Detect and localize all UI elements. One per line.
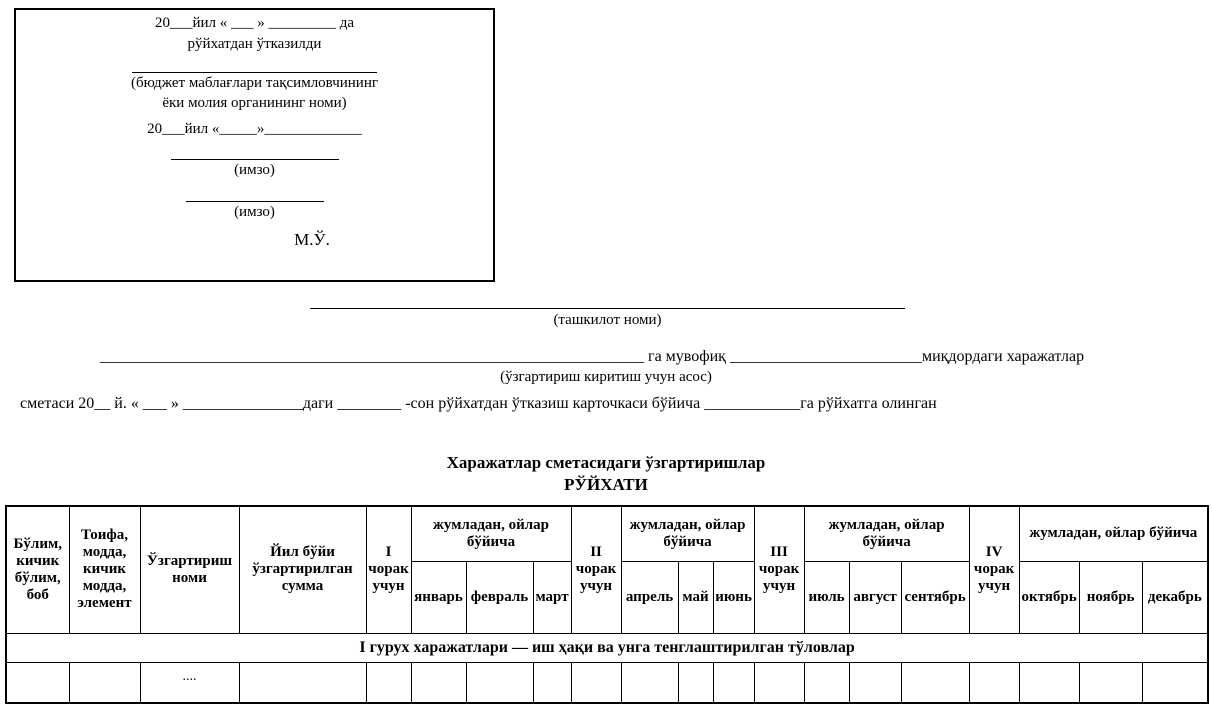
seal-label: М.Ў. bbox=[294, 230, 330, 249]
month-header-october: октябрь bbox=[1019, 561, 1079, 633]
month-header-november: ноябрь bbox=[1079, 561, 1142, 633]
basis-blank-1: ____________________________________________________________________ bbox=[100, 348, 644, 365]
basis-line bbox=[100, 346, 1084, 367]
data-cell-feb bbox=[466, 662, 533, 703]
col-header-section: Бўлим, кичик бўлим, боб bbox=[6, 506, 69, 633]
month-header-march: март bbox=[533, 561, 571, 633]
month-header-may: май bbox=[678, 561, 713, 633]
distributor-caption-line-1: (бюджет маблағлари тақсимловчининг bbox=[130, 75, 379, 91]
month-header-december: декабрь bbox=[1142, 561, 1208, 633]
data-cell-q4 bbox=[969, 662, 1019, 703]
quarter-4-header: IV чорак учун bbox=[969, 506, 1019, 633]
col-header-annual-sum: Йил бўйи ўзгартирилган сумма bbox=[239, 506, 366, 633]
data-cell-may bbox=[678, 662, 713, 703]
data-cell-mar bbox=[533, 662, 571, 703]
month-header-february: февраль bbox=[466, 561, 533, 633]
data-cell-section bbox=[6, 662, 69, 703]
basis-caption: (ўзгартириш киритиш учун асос) bbox=[500, 369, 712, 385]
month-header-september: сентябрь bbox=[901, 561, 969, 633]
smeta-registration-line: сметаси 20__ й. « ___ » _______________даги ________ -сон рўйхатдан ўтказиш карточкаси бўйича ____________га рўйхатга олинган bbox=[20, 395, 937, 412]
months-group-3-header: жумладан, ойлар бўйича bbox=[804, 506, 969, 561]
data-cell-jun bbox=[713, 662, 754, 703]
col-header-category: Тоифа, модда, кичик модда, элемент bbox=[69, 506, 140, 633]
month-header-june: июнь bbox=[713, 561, 754, 633]
data-cell-category bbox=[69, 662, 140, 703]
month-header-august: август bbox=[849, 561, 901, 633]
expense-group-1-title: I гурух харажатлари — иш ҳақи ва унга тенглаштирилган тўловлар bbox=[6, 633, 1208, 662]
signature-caption-1: (имзо) bbox=[234, 162, 275, 178]
data-cell-sep bbox=[901, 662, 969, 703]
document-title bbox=[0, 452, 1212, 496]
quarter-2-header: II чорак учун bbox=[571, 506, 621, 633]
data-cell-apr bbox=[621, 662, 678, 703]
table-row bbox=[6, 662, 1208, 703]
data-cell-q2 bbox=[571, 662, 621, 703]
approval-date-line: 20___йил «_____»_____________ bbox=[147, 121, 362, 137]
quarter-1-header: I чорак учун bbox=[366, 506, 411, 633]
month-header-april: апрель bbox=[621, 561, 678, 633]
data-cell-aug bbox=[849, 662, 901, 703]
registered-label: рўйхатдан ўтказилди bbox=[187, 36, 322, 52]
document-title-line-2: РЎЙХАТИ bbox=[564, 475, 648, 494]
col-header-change-name: Ўзгартириш номи bbox=[140, 506, 239, 633]
months-group-4-header: жумладан, ойлар бўйича bbox=[1019, 506, 1208, 561]
months-group-2-header: жумладан, ойлар бўйича bbox=[621, 506, 754, 561]
months-group-1-header: жумладан, ойлар бўйича bbox=[411, 506, 571, 561]
registration-date-line: 20___йил « ___ » _________ да bbox=[154, 15, 355, 31]
basis-text-1: га мувофиқ bbox=[644, 348, 730, 365]
data-cell-q3 bbox=[754, 662, 804, 703]
document-title-line-1: Харажатлар сметасидаги ўзгартиришлар bbox=[446, 453, 766, 472]
quarter-3-header: III чорак учун bbox=[754, 506, 804, 633]
month-header-january: январь bbox=[411, 561, 466, 633]
basis-text-2: миқдордаги харажатлар bbox=[921, 348, 1085, 365]
signature-caption-2: (имзо) bbox=[234, 204, 275, 220]
expense-group-1-row bbox=[6, 633, 1208, 662]
organization-name-rule bbox=[310, 308, 905, 309]
data-cell-jul bbox=[804, 662, 849, 703]
data-cell-nov bbox=[1079, 662, 1142, 703]
data-cell-q1 bbox=[366, 662, 411, 703]
data-cell-jan bbox=[411, 662, 466, 703]
month-header-july: июль bbox=[804, 561, 849, 633]
data-cell-change-name: .... bbox=[140, 662, 239, 703]
distributor-caption-line-2: ёки молия органининг номи) bbox=[162, 95, 347, 111]
registration-box bbox=[14, 8, 495, 282]
changes-table bbox=[5, 505, 1209, 704]
data-cell-annual-sum bbox=[239, 662, 366, 703]
data-cell-dec bbox=[1142, 662, 1208, 703]
organization-name-caption: (ташкилот номи) bbox=[553, 312, 662, 328]
basis-blank-2: ________________________ bbox=[729, 348, 922, 365]
data-cell-oct bbox=[1019, 662, 1079, 703]
